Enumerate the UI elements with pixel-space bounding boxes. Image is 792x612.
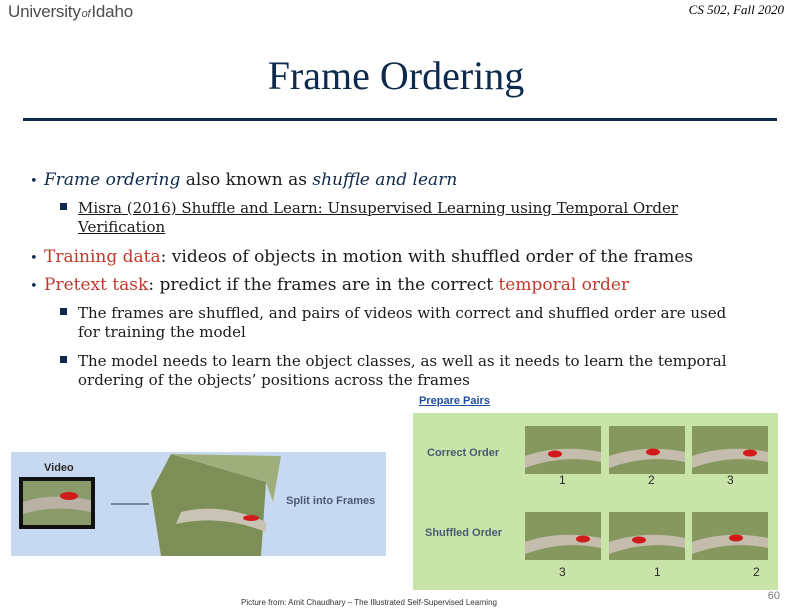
frame-thumbnail	[525, 512, 601, 560]
logo-text-of: of	[81, 8, 91, 20]
red-car-icon	[243, 515, 259, 521]
logo-text-idaho: Idaho	[91, 2, 133, 21]
logo-text-university: University	[8, 2, 81, 21]
sub-bullet-model-text: The model needs to learn the object classes, as well as it needs to learn the temporal ordering of the objects’ positions across the frames	[78, 352, 727, 389]
shuffled-order-number: 2	[753, 565, 760, 579]
red-car-icon	[632, 537, 646, 544]
bullet2-rest: : videos of objects in motion with shuffled order of the frames	[160, 247, 694, 267]
red-car-icon	[729, 535, 743, 542]
bullet-dot: •	[30, 251, 38, 266]
bullet1-mid: also known as	[180, 170, 313, 190]
red-car-icon	[548, 451, 562, 458]
university-logo	[8, 2, 133, 22]
prepare-pairs-title: Prepare Pairs	[419, 395, 490, 407]
sub-bullet-square	[60, 203, 67, 210]
sub-bullet-square	[60, 356, 67, 363]
reference-link[interactable]: Misra (2016) Shuffle and Learn: Unsupervised Learning using Temporal Order Verification	[78, 199, 679, 236]
title-divider	[23, 118, 777, 121]
red-car-icon	[60, 492, 78, 500]
correct-order-number: 1	[559, 473, 566, 487]
bullet-dot: •	[30, 279, 38, 294]
red-car-icon	[646, 449, 660, 456]
red-car-icon	[576, 536, 590, 543]
sub-bullet-reference	[60, 199, 740, 237]
sub-bullet-shuffled-text: The frames are shuffled, and pairs of videos with correct and shuffled order are used for training the model	[78, 304, 727, 341]
bullet-training-data	[30, 247, 693, 267]
course-label: CS 502, Fall 2020	[688, 2, 784, 17]
correct-order-number: 3	[727, 473, 734, 487]
sub-bullet-square	[60, 308, 67, 315]
term-pretext-task: Pretext task	[44, 275, 149, 295]
shuffled-order-number: 3	[559, 565, 566, 579]
term-shuffle-learn: shuffle and learn	[312, 170, 458, 190]
red-car-icon	[743, 450, 757, 457]
frame-thumbnail	[692, 426, 768, 474]
page-number: 60	[767, 590, 780, 602]
picture-credit: Picture from: Amit Chaudhary – The Illustrated Self-Supervised Learning	[241, 598, 497, 607]
term-temporal-order: temporal order	[498, 275, 630, 295]
shuffled-order-number: 1	[654, 565, 661, 579]
shuffled-order-label: Shuffled Order	[425, 527, 503, 539]
correct-order-number: 2	[648, 473, 655, 487]
correct-order-label: Correct Order	[427, 447, 500, 459]
sub-bullet-shuffled	[60, 304, 740, 342]
bullet-frame-ordering	[30, 170, 457, 190]
frame-thumbnail	[609, 512, 685, 560]
term-training-data: Training data	[44, 247, 161, 267]
split-label: Split into Frames	[286, 495, 376, 507]
video-label: Video	[44, 462, 74, 474]
frame-thumbnail	[609, 426, 685, 474]
frame-thumbnail	[525, 426, 601, 474]
term-frame-ordering: Frame ordering	[44, 170, 181, 190]
bullet-pretext-task	[30, 275, 629, 295]
prepare-pairs-panel	[413, 413, 778, 590]
sub-bullet-model	[60, 352, 740, 390]
slide-title: Frame Ordering	[267, 53, 525, 98]
frame-thumbnail	[692, 512, 768, 560]
bullet3-mid: : predict if the frames are in the correct	[148, 275, 499, 295]
bullet-dot: •	[30, 174, 38, 189]
